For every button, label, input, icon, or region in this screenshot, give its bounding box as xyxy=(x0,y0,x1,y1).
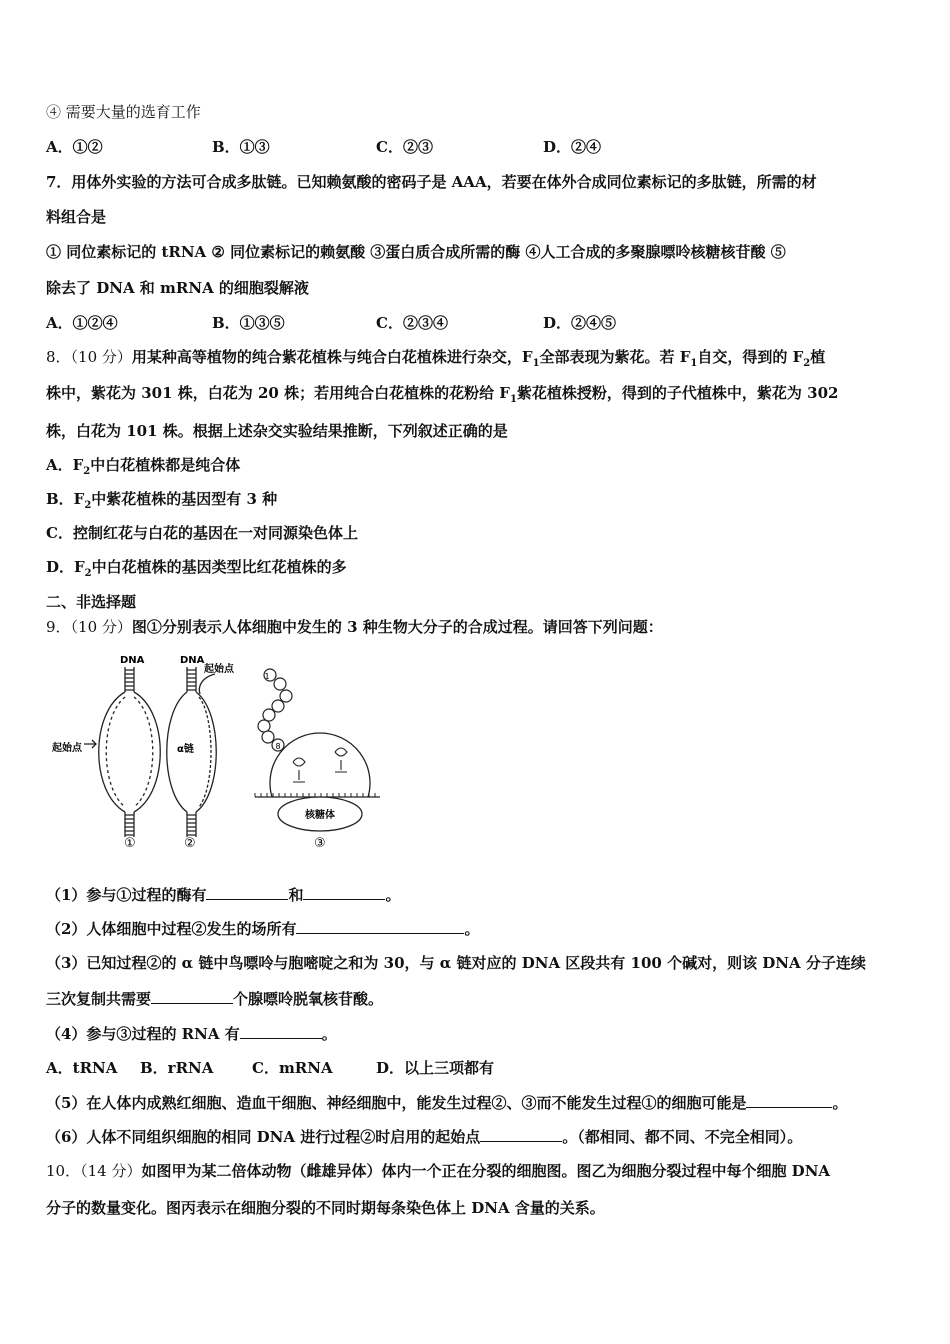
q8-sub: 2 xyxy=(83,466,91,477)
answer-blank[interactable] xyxy=(151,989,233,1004)
fig3-ribosome-label: 核糖体 xyxy=(305,810,335,821)
answer-blank[interactable] xyxy=(480,1127,562,1142)
q8-sub: 1 xyxy=(509,394,517,405)
q7-option-d: D．②④⑤ xyxy=(543,314,617,332)
fig3-label: ③ xyxy=(314,836,326,851)
q10-stem-line-1 xyxy=(46,1161,830,1181)
fig3-peptide-chain xyxy=(258,669,292,751)
fig3-trna-icons xyxy=(293,748,347,782)
answer-blank[interactable] xyxy=(206,885,288,900)
fig1-label: ① xyxy=(124,836,136,851)
q10-score: （14 分） xyxy=(80,1162,142,1180)
q8-option-a xyxy=(46,455,240,482)
q9-part-6-end: 。（都相同、都不同、不完全相同）。 xyxy=(562,1128,803,1146)
fig3-large-subunit xyxy=(270,733,370,797)
q9-stem xyxy=(46,617,663,637)
fig3-mrna-bases xyxy=(255,793,375,797)
q9-part-4-option-c: C．mRNA xyxy=(252,1059,333,1077)
q7-stem-line-1: 7．用体外实验的方法可合成多肽链。已知赖氨酸的密码子是 AAA，若要在体外合成同位素标记的多肽链，所需的材 xyxy=(46,173,817,191)
q6-item-4: ④ 需要大量的选育工作 xyxy=(46,103,201,121)
q9-part-4-option-b: B．rRNA xyxy=(140,1059,214,1077)
q9-score: （10 分） xyxy=(70,618,132,636)
q9-part-4 xyxy=(46,1024,337,1044)
q9-part-1-text: （1）参与①过程的酶有 xyxy=(46,886,207,904)
q8-option-a-text: 中白花植株都是纯合体 xyxy=(90,456,241,474)
q6-option-c: C．②③ xyxy=(376,138,433,156)
q8-sub: 2 xyxy=(803,358,811,369)
q9-part-1-and: 和 xyxy=(288,886,304,904)
q8-stem-line-2 xyxy=(46,383,838,410)
answer-blank[interactable] xyxy=(240,1024,322,1039)
q8-stem-line-1 xyxy=(46,347,825,374)
fig2-alpha-label: α链 xyxy=(177,744,194,755)
fig3-ball-1: 1 xyxy=(264,672,270,681)
q8-option-d-prefix: D．F xyxy=(46,558,85,576)
q7-option-a: A．①②④ xyxy=(46,314,118,332)
q8-text-d: 植 xyxy=(810,348,826,366)
q8-option-b-text: 中紫花植株的基因型有 3 种 xyxy=(91,490,278,508)
q9-part-6 xyxy=(46,1127,802,1147)
q8-option-b-prefix: B．F xyxy=(46,490,85,508)
q9-part-1 xyxy=(46,885,400,905)
fig2-dna-label: DNA xyxy=(180,655,205,666)
q9-part-4-option-d: D．以上三项都有 xyxy=(376,1059,495,1077)
q7-items-line-1: ① 同位素标记的 tRNA ② 同位素标记的赖氨酸 ③蛋白质合成所需的酶 ④人工合成的多聚腺嘌呤核糖核苷酸 ⑤ xyxy=(46,243,786,261)
q9-part-3-line-2 xyxy=(46,989,383,1009)
q9-part-5-end: 。 xyxy=(832,1094,848,1112)
q8-option-d-text: 中白花植株的基因类型比红花植株的多 xyxy=(91,558,347,576)
q6-option-d: D．②④ xyxy=(543,138,602,156)
q9-part-4-end: 。 xyxy=(321,1025,337,1043)
q8-text-b: 全部表现为紫花。若 F xyxy=(539,348,691,366)
q9-figure xyxy=(50,652,380,852)
q9-part-4-text: （4）参与③过程的 RNA 有 xyxy=(46,1025,240,1043)
q8-option-c: C．控制红花与白花的基因在一对同源染色体上 xyxy=(46,524,358,542)
q8-text-a: 用某种高等植物的纯合紫花植株与纯合白花植株进行杂交，F xyxy=(131,348,533,366)
q8-option-d xyxy=(46,557,347,584)
q9-part-5-text: （5）在人体内成熟红细胞、造血干细胞、神经细胞中，能发生过程②、③而不能发生过程①的细胞可能是 xyxy=(46,1094,747,1112)
q9-stem-text: 图①分别表示人体细胞中发生的 3 种生物大分子的合成过程。请回答下列问题： xyxy=(131,618,663,636)
q8-text-e: 株中，紫花为 301 株，白花为 20 株；若用纯合白花植株的花粉给 F xyxy=(46,384,510,402)
q8-text-f: 紫花植株授粉，得到的子代植株中，紫花为 302 xyxy=(516,384,839,402)
q8-sub: 1 xyxy=(532,358,540,369)
answer-blank[interactable] xyxy=(296,919,464,934)
q9-part-6-text: （6）人体不同组织细胞的相同 DNA 进行过程②时启用的起始点 xyxy=(46,1128,481,1146)
fig1-dna-label: DNA xyxy=(120,655,145,666)
fig1-origin-label: 起始点 xyxy=(52,743,82,754)
q10-text-1: 如图甲为某二倍体动物（雌雄异体）体内一个正在分裂的细胞图。图乙为细胞分裂过程中每个细胞 DNA xyxy=(141,1162,831,1180)
fig3-ball-8: 8 xyxy=(275,742,281,751)
q7-stem-line-2: 料组合是 xyxy=(46,208,107,226)
q9-part-1-end: 。 xyxy=(385,886,401,904)
q8-option-b xyxy=(46,489,277,516)
q9-part-3-end: 个腺嘌呤脱氧核苷酸。 xyxy=(233,990,384,1008)
q9-part-3-text: 三次复制共需要 xyxy=(46,990,152,1008)
q8-score: （10 分） xyxy=(70,348,132,366)
q8-sub: 2 xyxy=(84,500,92,511)
q7-option-b: B．①③⑤ xyxy=(212,314,285,332)
section-heading: 二、非选择题 xyxy=(46,593,137,611)
q7-option-c: C．②③④ xyxy=(376,314,448,332)
fig2-origin-label: 起始点 xyxy=(204,664,234,675)
q10-stem-line-2: 分子的数量变化。图丙表示在细胞分裂的不同时期每条染色体上 DNA 含量的关系。 xyxy=(46,1199,605,1217)
fig1-dna-ladder xyxy=(99,667,161,837)
q8-option-a-prefix: A．F xyxy=(46,456,84,474)
q7-items-line-2: 除去了 DNA 和 mRNA 的细胞裂解液 xyxy=(46,279,309,297)
q10-number: 10． xyxy=(46,1162,81,1180)
fig1-origin-arrow-icon xyxy=(84,740,96,748)
q6-option-a: A．①② xyxy=(46,138,103,156)
q9-part-4-option-a: A．tRNA xyxy=(46,1059,118,1077)
q8-sub: 1 xyxy=(690,358,698,369)
q9-part-2-end: 。 xyxy=(464,920,480,938)
answer-blank[interactable] xyxy=(746,1093,832,1108)
fig2-label: ② xyxy=(184,836,196,851)
q8-text-c: 自交，得到的 F xyxy=(697,348,804,366)
answer-blank[interactable] xyxy=(303,885,385,900)
q9-part-2-text: （2）人体细胞中过程②发生的场所有 xyxy=(46,920,297,938)
q9-part-3-line-1: （3）已知过程②的 α 链中鸟嘌呤与胞嘧啶之和为 30，与 α 链对应的 DNA 区段共有 100 个碱对，则该 DNA 分子连续 xyxy=(46,954,866,972)
q6-option-b: B．①③ xyxy=(212,138,270,156)
q8-stem-line-3: 株，白花为 101 株。根据上述杂交实验结果推断，下列叙述正确的是 xyxy=(46,422,508,440)
q9-part-2 xyxy=(46,919,479,939)
q9-number: 9． xyxy=(46,618,71,636)
q9-part-5 xyxy=(46,1093,847,1113)
q8-number: 8． xyxy=(46,348,71,366)
q8-sub: 2 xyxy=(84,568,92,579)
